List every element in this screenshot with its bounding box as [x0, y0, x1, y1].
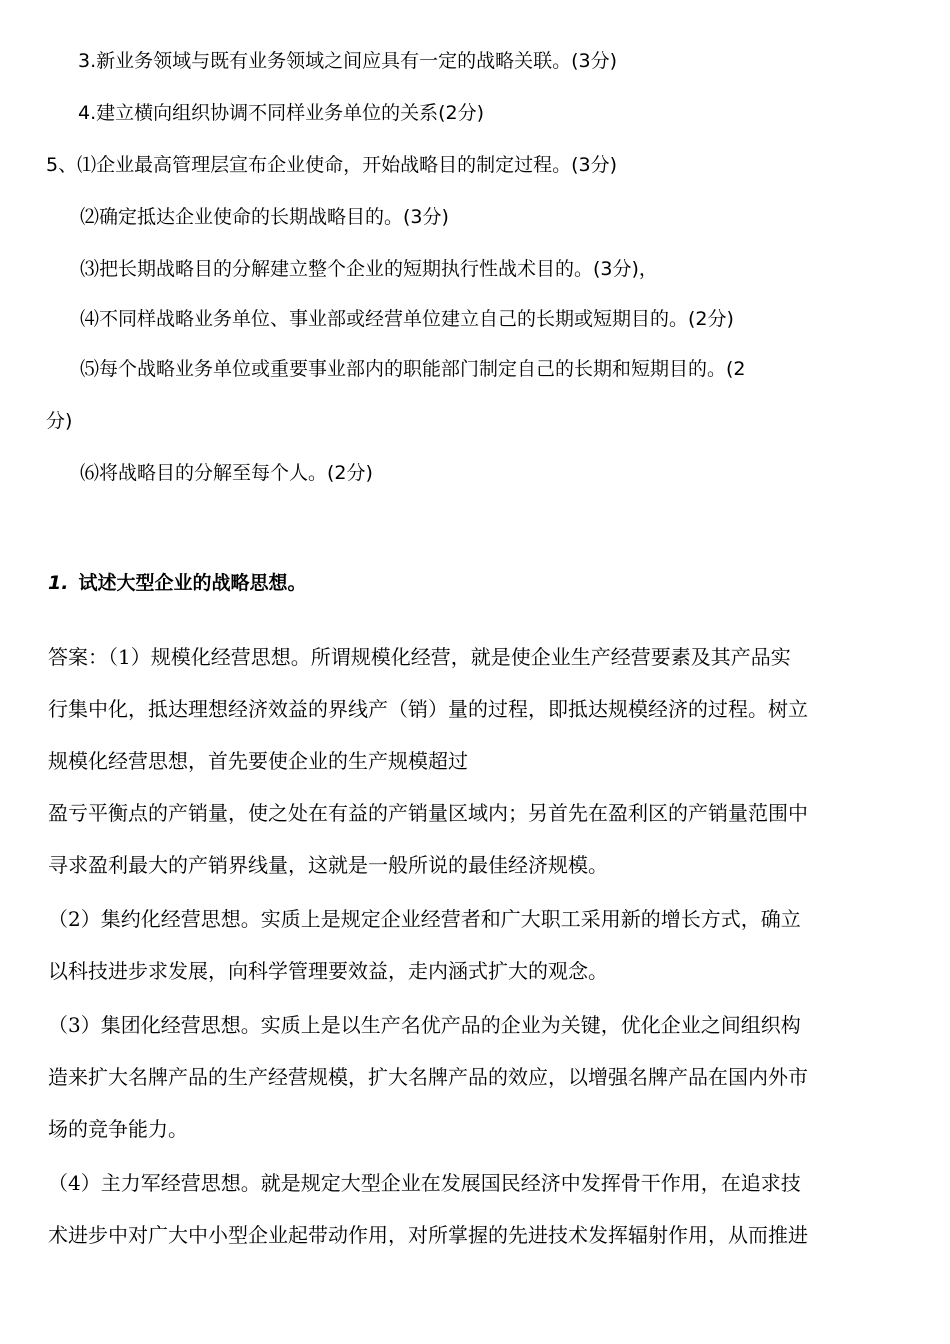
item-5-6-line: ⑹将战略目的分解至每个人。(2分) — [80, 462, 373, 484]
question-number: 1. — [48, 572, 69, 594]
answer-line: 以科技进步求发展，向科学管理要效益，走内涵式扩大的观念。 — [48, 959, 608, 983]
item-5-3-line: ⑶把长期战略目的分解建立整个企业的短期执行性战术目的。(3分)， — [80, 258, 658, 280]
answer-line: 场的竞争能力。 — [48, 1117, 188, 1141]
item-5-2-line: ⑵确定抵达企业使命的长期战略目的。(3分) — [80, 206, 449, 228]
item-3-line: 3.新业务领域与既有业务领域之间应具有一定的战略关联。(3分) — [78, 50, 618, 72]
answer-line: （4）主力军经营思想。就是规定大型企业在发展国民经济中发挥骨干作用，在追求技 — [48, 1171, 801, 1195]
answer-line: 答案：（1）规模化经营思想。所谓规模化经营，就是使企业生产经营要素及其产品实 — [48, 645, 791, 669]
answer-line: 造来扩大名牌产品的生产经营规模，扩大名牌产品的效应，以增强名牌产品在国内外市 — [48, 1065, 808, 1089]
answer-line: 盈亏平衡点的产销量，使之处在有益的产销量区域内；另首先在盈利区的产销量范围中 — [48, 801, 808, 825]
item-5-line: 5、⑴企业最高管理层宣布企业使命，开始战略目的制定过程。(3分) — [46, 154, 618, 176]
answer-line: （2）集约化经营思想。实质上是规定企业经营者和广大职工采用新的增长方式，确立 — [48, 907, 801, 931]
answer-line: 寻求盈利最大的产销界线量，这就是一般所说的最佳经济规模。 — [48, 853, 608, 877]
answer-line: 行集中化，抵达理想经济效益的界线产（销）量的过程，即抵达规模经济的过程。树立 — [48, 697, 808, 721]
question-heading — [48, 570, 306, 596]
answer-line: （3）集团化经营思想。实质上是以生产名优产品的企业为关键，优化企业之间组织构 — [48, 1013, 801, 1037]
answer-line: 术进步中对广大中小型企业起带动作用，对所掌握的先进技术发挥辐射作用，从而推进 — [48, 1223, 808, 1247]
question-title: 试述大型企业的战略思想。 — [78, 572, 307, 594]
item-5-4-line: ⑷不同样战略业务单位、事业部或经营单位建立自己的长期或短期目的。(2分) — [80, 308, 734, 330]
item-5-5-continuation: 分) — [46, 410, 73, 432]
answer-line: 规模化经营思想，首先要使企业的生产规模超过 — [48, 749, 468, 773]
item-5-5-line: ⑸每个战略业务单位或重要事业部内的职能部门制定自己的长期和短期目的。(2 — [80, 358, 746, 380]
item-4-line: 4.建立横向组织协调不同样业务单位的关系(2分) — [78, 102, 485, 124]
